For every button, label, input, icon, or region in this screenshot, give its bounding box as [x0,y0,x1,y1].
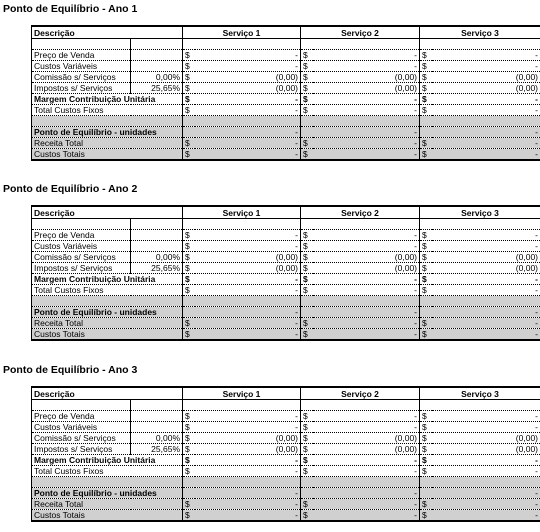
servico-1-header: Serviço 1 [183,26,301,39]
currency-symbol: $ [301,50,313,61]
currency-symbol: $ [420,83,432,94]
currency-symbol: $ [420,411,432,422]
value-cell: - [432,466,540,477]
row-impostos [32,444,540,455]
currency-symbol: $ [301,241,313,252]
currency-symbol: $ [183,499,195,510]
blank-row [32,39,540,50]
blank-cell [131,39,183,50]
row-margem-contribuicao [32,274,540,285]
row-custos-totais [32,329,540,341]
value-cell: - [195,329,301,341]
row-label: Impostos s/ Serviços [32,444,131,455]
value-cell: - [195,274,301,285]
currency-symbol: $ [301,444,313,455]
row-label: Custos Totais [32,510,183,522]
value-cell: (0,00) [313,263,420,274]
value-cell: - [432,230,540,241]
blank-cell [131,219,183,230]
value-cell: - [313,105,420,116]
blank-cell [420,477,540,488]
value-cell: - [195,499,301,510]
value-cell: - [432,329,540,341]
value-cell: - [301,127,420,138]
row-custos-variaveis [32,241,540,252]
currency-symbol: $ [183,411,195,422]
currency-symbol: $ [183,94,195,105]
blank-cell [301,219,420,230]
descricao-header: Descrição [32,206,183,219]
value-cell: - [313,241,420,252]
row-label: Margem Contribuição Unitária [32,455,183,466]
row-label: Custos Variáveis [32,241,131,252]
currency-symbol: $ [301,285,313,296]
currency-symbol: $ [420,230,432,241]
currency-symbol: $ [183,252,195,263]
header-row [32,387,540,400]
currency-symbol: $ [301,499,313,510]
header-row [32,26,540,39]
currency-symbol: $ [301,149,313,161]
value-cell: (0,00) [195,263,301,274]
blank-row [32,400,540,411]
block-title-ano-1: Ponto de Equilíbrio - Ano 1 [3,3,138,15]
currency-symbol: $ [420,433,432,444]
blank-cell [420,296,540,307]
currency-symbol: $ [301,230,313,241]
row-custos-totais [32,510,540,522]
value-cell: (0,00) [195,252,301,263]
value-cell: (0,00) [432,444,540,455]
value-cell: - [195,50,301,61]
row-label: Receita Total [32,138,183,149]
currency-symbol: $ [420,61,432,72]
currency-symbol: $ [420,455,432,466]
value-cell: - [195,241,301,252]
row-ponto-equilibrio-unidades [32,127,540,138]
value-cell: - [195,138,301,149]
row-preco-venda [32,50,540,61]
currency-symbol: $ [301,83,313,94]
value-cell: (0,00) [313,72,420,83]
row-label: Margem Contribuição Unitária [32,274,183,285]
currency-symbol: $ [420,466,432,477]
pct-cell: 0,00% [131,72,183,83]
row-receita-total [32,499,540,510]
value-cell: - [195,94,301,105]
currency-symbol: $ [420,50,432,61]
value-cell: - [301,488,420,499]
currency-symbol: $ [183,230,195,241]
value-cell: - [195,61,301,72]
value-cell: - [432,50,540,61]
row-label: Total Custos Fixos [32,285,183,296]
blank-cell [301,39,420,50]
pct-cell [131,241,183,252]
currency-symbol: $ [301,72,313,83]
row-label: Ponto de Equilíbrio - unidades [32,488,183,499]
blank-gray-row [32,296,540,307]
row-label: Receita Total [32,318,183,329]
blank-cell [183,39,301,50]
currency-symbol: $ [420,285,432,296]
row-margem-contribuicao [32,94,540,105]
value-cell: - [313,422,420,433]
value-cell: - [195,318,301,329]
descricao-header: Descrição [32,26,183,39]
currency-symbol: $ [420,263,432,274]
value-cell: (0,00) [195,444,301,455]
value-cell: - [432,422,540,433]
currency-symbol: $ [420,72,432,83]
blank-row [32,219,540,230]
row-label: Receita Total [32,499,183,510]
blank-cell [32,39,131,50]
blank-gray-row [32,477,540,488]
currency-symbol: $ [183,455,195,466]
row-impostos [32,263,540,274]
value-cell: - [195,230,301,241]
row-label: Comissão s/ Serviços [32,433,131,444]
pct-cell: 25,65% [131,83,183,94]
currency-symbol: $ [183,433,195,444]
blank-cell [420,400,540,411]
currency-symbol: $ [420,422,432,433]
row-ponto-equilibrio-unidades [32,488,540,499]
currency-symbol: $ [301,433,313,444]
servico-3-header: Serviço 3 [420,206,540,219]
currency-symbol: $ [183,72,195,83]
value-cell: (0,00) [313,444,420,455]
value-cell: - [313,138,420,149]
currency-symbol: $ [301,455,313,466]
row-total-custos-fixos [32,285,540,296]
value-cell: - [313,455,420,466]
value-cell: - [195,455,301,466]
currency-symbol: $ [420,105,432,116]
row-label: Preço de Venda [32,50,131,61]
value-cell: - [313,50,420,61]
row-label: Ponto de Equilíbrio - unidades [32,307,183,318]
row-label: Custos Variáveis [32,422,131,433]
value-cell: (0,00) [432,263,540,274]
row-label: Comissão s/ Serviços [32,252,131,263]
row-label: Custos Variáveis [32,61,131,72]
servico-2-header: Serviço 2 [301,206,420,219]
currency-symbol: $ [183,444,195,455]
value-cell: - [183,488,301,499]
blank-cell [32,219,131,230]
blank-cell [131,400,183,411]
value-cell: - [195,285,301,296]
pct-cell: 0,00% [131,433,183,444]
value-cell: - [432,318,540,329]
blank-cell [183,477,301,488]
value-cell: (0,00) [432,83,540,94]
blank-cell [183,219,301,230]
currency-symbol: $ [420,94,432,105]
row-custos-variaveis [32,61,540,72]
row-total-custos-fixos [32,466,540,477]
row-label: Total Custos Fixos [32,466,183,477]
value-cell: - [313,61,420,72]
currency-symbol: $ [301,422,313,433]
value-cell: (0,00) [432,72,540,83]
row-custos-totais [32,149,540,161]
value-cell: - [195,422,301,433]
value-cell: - [313,318,420,329]
value-cell: - [183,307,301,318]
servico-2-header: Serviço 2 [301,26,420,39]
blank-cell [301,477,420,488]
currency-symbol: $ [183,466,195,477]
currency-symbol: $ [301,263,313,274]
currency-symbol: $ [301,105,313,116]
row-receita-total [32,138,540,149]
row-impostos [32,83,540,94]
value-cell: - [432,455,540,466]
pct-cell [131,61,183,72]
currency-symbol: $ [183,149,195,161]
value-cell: - [432,510,540,522]
pct-cell [131,50,183,61]
servico-3-header: Serviço 3 [420,387,540,400]
row-label: Margem Contribuição Unitária [32,94,183,105]
currency-symbol: $ [420,149,432,161]
row-comissao [32,252,540,263]
currency-symbol: $ [420,252,432,263]
header-row [32,206,540,219]
currency-symbol: $ [183,318,195,329]
row-total-custos-fixos [32,105,540,116]
currency-symbol: $ [301,274,313,285]
value-cell: - [183,127,301,138]
row-margem-contribuicao [32,455,540,466]
value-cell: - [313,274,420,285]
value-cell: - [432,138,540,149]
currency-symbol: $ [183,285,195,296]
row-label: Total Custos Fixos [32,105,183,116]
pct-cell [131,230,183,241]
value-cell: - [432,61,540,72]
value-cell: (0,00) [313,83,420,94]
row-label: Custos Totais [32,149,183,161]
value-cell: - [432,285,540,296]
row-ponto-equilibrio-unidades [32,307,540,318]
currency-symbol: $ [183,83,195,94]
value-cell: - [313,285,420,296]
pct-cell: 25,65% [131,263,183,274]
blank-cell [183,296,301,307]
value-cell: (0,00) [313,433,420,444]
row-custos-variaveis [32,422,540,433]
pct-cell [131,411,183,422]
currency-symbol: $ [301,252,313,263]
row-label: Impostos s/ Serviços [32,263,131,274]
blank-cell [32,400,131,411]
blank-cell [301,116,420,127]
currency-symbol: $ [183,241,195,252]
currency-symbol: $ [420,444,432,455]
blank-cell [420,39,540,50]
value-cell: - [313,149,420,161]
blank-cell [301,296,420,307]
value-cell: - [313,94,420,105]
descricao-header: Descrição [32,387,183,400]
currency-symbol: $ [183,422,195,433]
value-cell: (0,00) [195,83,301,94]
currency-symbol: $ [183,274,195,285]
ponto-equilibrio-table-ano-2 [31,205,540,341]
value-cell: - [195,466,301,477]
pct-cell [131,422,183,433]
currency-symbol: $ [301,510,313,522]
servico-1-header: Serviço 1 [183,387,301,400]
currency-symbol: $ [301,329,313,341]
value-cell: (0,00) [432,433,540,444]
value-cell: - [313,329,420,341]
servico-3-header: Serviço 3 [420,26,540,39]
currency-symbol: $ [420,318,432,329]
value-cell: - [420,307,540,318]
value-cell: - [195,510,301,522]
currency-symbol: $ [420,274,432,285]
currency-symbol: $ [183,50,195,61]
blank-cell [32,477,183,488]
currency-symbol: $ [183,61,195,72]
pct-cell: 0,00% [131,252,183,263]
blank-cell [183,400,301,411]
blank-cell [183,116,301,127]
value-cell: - [432,241,540,252]
value-cell: - [432,105,540,116]
value-cell: (0,00) [195,433,301,444]
currency-symbol: $ [420,241,432,252]
row-label: Custos Totais [32,329,183,341]
row-label: Preço de Venda [32,411,131,422]
value-cell: - [313,510,420,522]
currency-symbol: $ [420,510,432,522]
value-cell: - [432,94,540,105]
row-comissao [32,72,540,83]
block-title-ano-2: Ponto de Equilíbrio - Ano 2 [3,183,138,195]
block-title-ano-3: Ponto de Equilíbrio - Ano 3 [3,364,138,376]
row-receita-total [32,318,540,329]
currency-symbol: $ [420,499,432,510]
ponto-equilibrio-table-ano-3 [31,386,540,522]
value-cell: - [432,274,540,285]
pct-cell: 25,65% [131,444,183,455]
value-cell: - [432,411,540,422]
servico-1-header: Serviço 1 [183,206,301,219]
servico-2-header: Serviço 2 [301,387,420,400]
currency-symbol: $ [301,94,313,105]
row-label: Preço de Venda [32,230,131,241]
currency-symbol: $ [183,329,195,341]
value-cell: - [195,411,301,422]
currency-symbol: $ [301,411,313,422]
row-preco-venda [32,230,540,241]
value-cell: - [301,307,420,318]
currency-symbol: $ [183,263,195,274]
row-comissao [32,433,540,444]
value-cell: - [420,488,540,499]
value-cell: (0,00) [432,252,540,263]
currency-symbol: $ [420,329,432,341]
currency-symbol: $ [183,138,195,149]
currency-symbol: $ [301,466,313,477]
currency-symbol: $ [183,105,195,116]
currency-symbol: $ [301,318,313,329]
blank-cell [420,219,540,230]
row-label: Ponto de Equilíbrio - unidades [32,127,183,138]
value-cell: - [195,149,301,161]
value-cell: - [195,105,301,116]
currency-symbol: $ [420,138,432,149]
currency-symbol: $ [301,61,313,72]
value-cell: - [432,149,540,161]
blank-cell [32,296,183,307]
value-cell: - [432,499,540,510]
blank-cell [301,400,420,411]
value-cell: - [313,230,420,241]
value-cell: (0,00) [195,72,301,83]
blank-cell [32,116,183,127]
value-cell: - [313,411,420,422]
blank-gray-row [32,116,540,127]
row-preco-venda [32,411,540,422]
row-label: Impostos s/ Serviços [32,83,131,94]
blank-cell [420,116,540,127]
value-cell: - [313,499,420,510]
ponto-equilibrio-table-ano-1 [31,25,540,161]
currency-symbol: $ [301,138,313,149]
value-cell: - [313,466,420,477]
value-cell: (0,00) [313,252,420,263]
row-label: Comissão s/ Serviços [32,72,131,83]
currency-symbol: $ [183,510,195,522]
value-cell: - [420,127,540,138]
